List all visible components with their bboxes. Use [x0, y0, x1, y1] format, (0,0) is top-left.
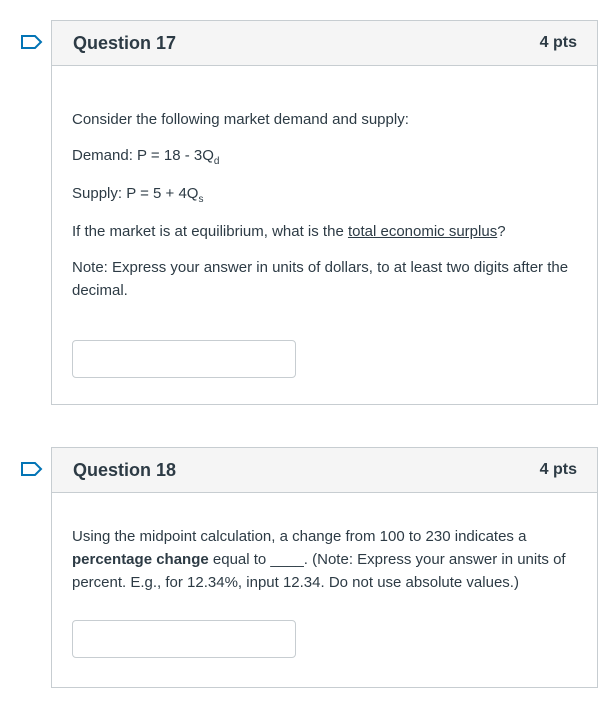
question-17-intro: Consider the following market demand and supply:: [72, 111, 409, 128]
flag-question-18-icon[interactable]: [21, 462, 43, 476]
question-17-note: Note: Express your answer in units of dollars, to at least two digits after the decimal.: [72, 259, 569, 299]
question-17-text: If the market is at equilibrium, what is the total economic surplus?: [72, 223, 506, 240]
flag-question-17-icon[interactable]: [21, 35, 43, 49]
question-18-points: 4 pts: [539, 461, 577, 478]
question-18-card: [51, 447, 598, 688]
question-17-body: [52, 108, 597, 378]
question-18-body: [52, 525, 597, 658]
question-18-title: Question 18: [73, 459, 177, 480]
question-17-card: [51, 20, 598, 405]
question-18-text: Using the midpoint calculation, a change from 100 to 230 indicates a percentage change equal to ____. (Note: Express your answer in units of percent. E.g., for 12.34%, input 12.34. Do not use absolute values.): [72, 528, 566, 591]
question-18-answer-input[interactable]: [72, 620, 296, 658]
question-17-answer-input[interactable]: [72, 340, 296, 378]
question-17-title: Question 17: [73, 32, 177, 53]
demand-equation: Demand: $P = 18 - 3Q_d$: [72, 147, 220, 167]
question-17-header: [52, 21, 597, 66]
supply-equation: Supply: $P = 5 + 4Q_s$: [72, 185, 204, 205]
total-economic-surplus-term: total economic surplus: [347, 223, 498, 240]
question-18-header: [52, 448, 597, 493]
question-17-points: 4 pts: [539, 34, 577, 51]
